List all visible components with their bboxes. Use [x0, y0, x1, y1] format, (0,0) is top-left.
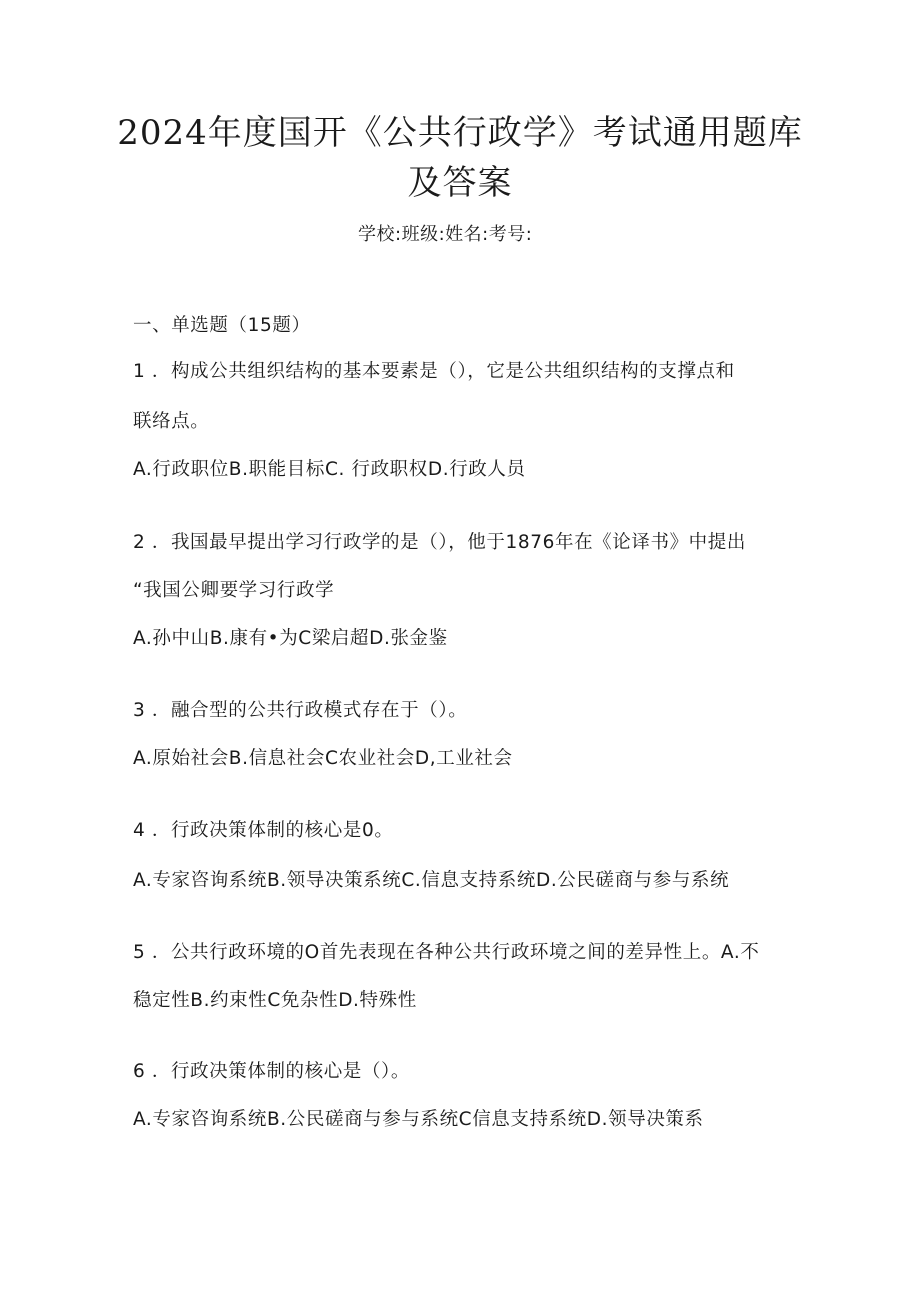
- question-6-stem: 6 ．行政决策体制的核心是（）。: [133, 1061, 411, 1082]
- student-info-line: 学校:班级:姓名:考号:: [358, 224, 533, 245]
- question-6-options: A.专家咨询系统B.公民磋商与参与系统C信息支持系统D.领导决策系: [133, 1109, 704, 1130]
- document-title: [100, 108, 820, 208]
- section-heading: 一、单选题（15题）: [133, 315, 311, 336]
- question-4-stem: 4 ．行政决策体制的核心是0。: [133, 820, 394, 841]
- question-2-stem-line-1: 2 ．我国最早提出学习行政学的是（），他于1876年在《论译书》中提出: [133, 532, 746, 553]
- question-5-stem-line-2: 稳定性B.约束性C免杂性D.特殊性: [133, 990, 417, 1011]
- question-2-stem-line-2: “我国公卿要学习行政学: [133, 580, 335, 601]
- question-1-stem-line-1: 1 ．构成公共组织结构的基本要素是（），它是公共组织结构的支撑点和: [133, 361, 735, 382]
- question-3-options: A.原始社会B.信息社会C农业社会D,工业社会: [133, 748, 513, 769]
- question-3-stem: 3 ．融合型的公共行政模式存在于（）。: [133, 700, 468, 721]
- question-4-options: A.专家咨询系统B.领导决策系统C.信息支持系统D.公民磋商与参与系统: [133, 870, 730, 891]
- question-2-options: A.孙中山B.康有•为C梁启超D.张金鉴: [133, 628, 448, 649]
- question-1-options: A.行政职位B.职能目标C. 行政职权D.行政人员: [133, 459, 526, 480]
- title-line-1: 2024年度国开《公共行政学》考试通用题库: [117, 113, 803, 153]
- question-5-stem-line-1: 5 ．公共行政环境的O首先表现在各种公共行政环境之间的差异性上。A.不: [133, 942, 760, 963]
- title-line-2: 及答案: [407, 163, 513, 203]
- question-1-stem-line-2: 联络点。: [133, 411, 210, 432]
